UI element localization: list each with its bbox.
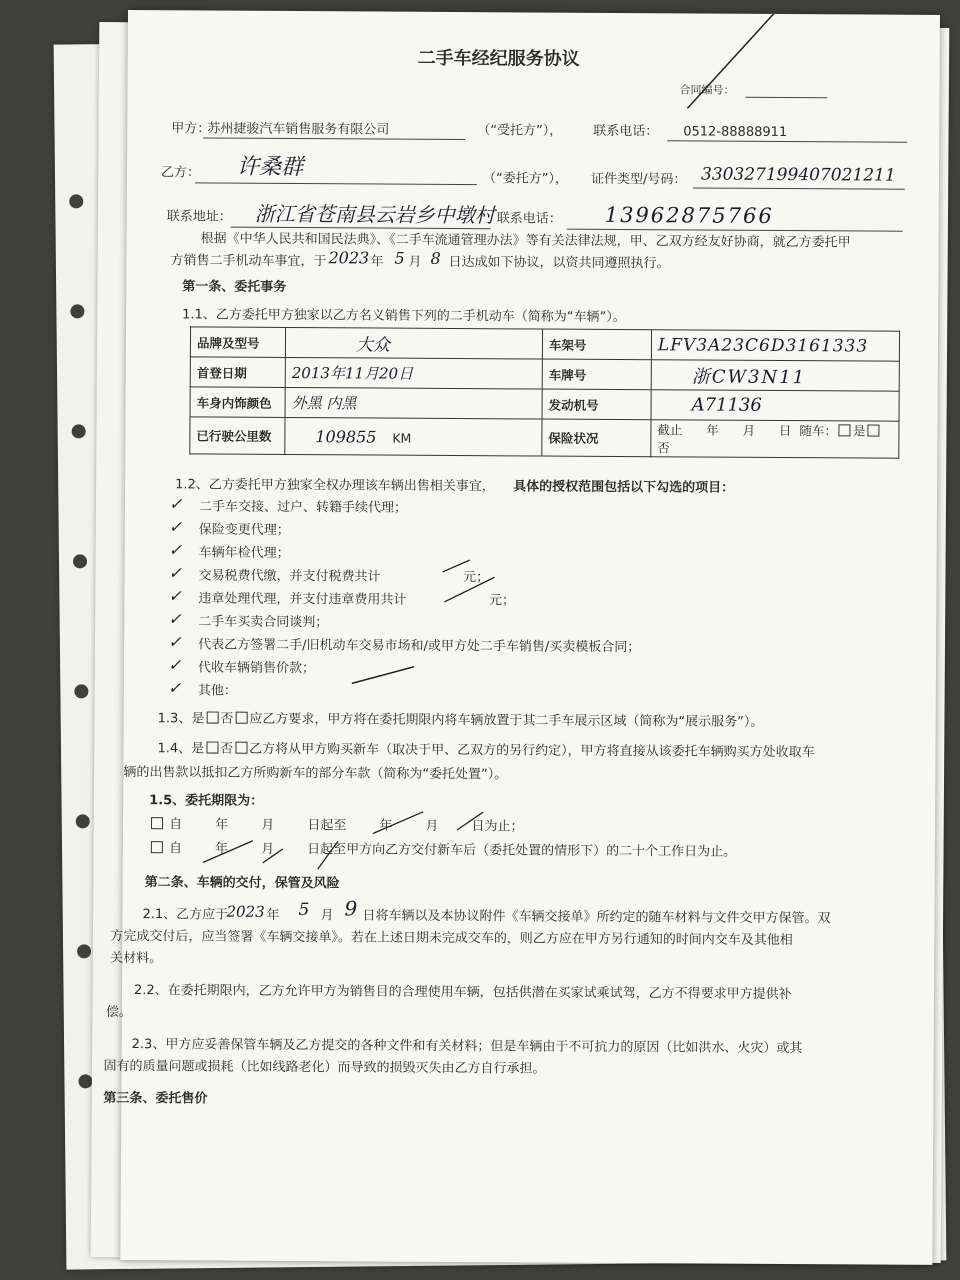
term-option-1-text: 自 年 月 日起至 年 月 日为止； — [169, 817, 524, 835]
color-label: 车身内饰颜色 — [190, 387, 285, 418]
auth-item: 保险变更代理； — [198, 522, 290, 538]
party-b-name: 许桑群 — [236, 154, 304, 181]
clause-1-1: 1.1、乙方委托甲方独家以乙方名义销售下列的二手机动车（简称为“车辆”）。 — [182, 307, 626, 326]
auth-item: 代表乙方签署二手/旧机动车交易市场和/或甲方处二手车销售/买卖模板合同； — [198, 637, 641, 656]
clause-2-3a: 2.3、甲方应妥善保管车辆及乙方提交的各种文件和有关材料；但是车辆由于不可抗力的原因（比如洪水、火灾）或其 — [131, 1037, 803, 1057]
auth-item: 违章处理代理，并支付违章费用共计 元； — [198, 591, 516, 609]
first-reg-value: 2013年11月20日 — [285, 357, 542, 389]
party-b-addr: 浙江省苍南县云岩乡中墩村 — [254, 201, 495, 228]
first-reg-label: 首登日期 — [190, 357, 285, 388]
clause-1-2b: 具体的授权范围包括以下勾选的项目： — [513, 479, 735, 496]
clause-2-1-month-unit: 月 — [320, 908, 334, 924]
frame-value: LFV3A23C6D3161333 — [651, 330, 899, 362]
section-2-heading: 第二条、车辆的交付，保管及风险 — [144, 875, 340, 892]
frame-label: 车架号 — [542, 329, 651, 360]
insurance-no-label: 否 — [657, 440, 670, 456]
clause-2-1-year: 2023 — [226, 902, 265, 921]
clause-2-1-year-unit: 年 — [266, 907, 280, 923]
contract-no-label: 合同编号： — [679, 83, 735, 97]
intro-month-unit: 月 — [408, 254, 422, 270]
clause-1-3-no-label: 否 — [220, 711, 234, 727]
party-a-name: 苏州捷骏汽车销售服务有限公司 — [207, 121, 390, 138]
check-mark-6: ✓ — [168, 609, 182, 629]
color-value: 外黑 内黑 — [285, 387, 542, 419]
insurance-text: 截止 年 月 日 随车： — [657, 422, 837, 439]
plate-value: 浙CW3N11 — [651, 360, 899, 392]
section-3-heading: 第三条、委托售价 — [103, 1090, 208, 1107]
section-1-heading: 第一条、委托事务 — [182, 279, 287, 295]
plate-label: 车牌号 — [542, 359, 651, 390]
clause-2-2b: 偿。 — [105, 1004, 132, 1021]
check-mark-4: ✓ — [168, 563, 183, 583]
clause-2-1c: 方完成交付后，应当签署《车辆交接单》。若在上述日期未完成交车的，则乙方应在甲方另行通知的时间内交车及其他相 — [110, 928, 793, 949]
engine-value: A71136 — [651, 390, 899, 422]
party-b-phone: 13962875766 — [604, 202, 774, 228]
intro-line-2b: 日达成如下协议，以资共同遵照执行。 — [448, 254, 670, 272]
clause-1-4-yes-label: 1.4、是 — [157, 741, 205, 757]
term-option-2-text: 自 年 月 日起至甲方向乙方交付新车后（委托处置的情形下）的二十个工作日为止。 — [168, 841, 737, 860]
auth-item: 其他： — [197, 683, 237, 699]
pen-strokes — [120, 10, 940, 1265]
clause-1-2a: 1.2、乙方委托甲方独家全权办理该车辆出售相关事宜， — [175, 477, 495, 495]
clause-2-1b: 日将车辆以及本协议附件《车辆交接单》所约定的随车材料与文件交甲方保管。双 — [362, 908, 831, 927]
intro-line-2a: 方销售二手机动车事宜，于 — [170, 253, 327, 270]
insurance-label: 保险状况 — [542, 419, 651, 457]
mileage-label: 已行驶公里数 — [190, 417, 285, 455]
mileage-unit: KM — [392, 430, 412, 446]
check-mark-3: ✓ — [168, 540, 183, 560]
party-b-addr-label: 联系地址： — [166, 209, 232, 225]
party-a-label: 甲方： — [171, 121, 211, 137]
intro-line-1: 根据《中华人民共和国民法典》、《二手车流通管理办法》等有关法律法规，甲、乙双方经友好协商，就乙方委托甲 — [200, 231, 851, 251]
clause-1-5: 1.5、委托期限为： — [149, 793, 264, 809]
check-mark-5: ✓ — [168, 586, 182, 606]
party-b-label: 乙方： — [160, 165, 201, 181]
party-a-phone-label: 联系电话： — [593, 123, 659, 140]
clause-2-1-month: 5 — [298, 900, 310, 921]
auth-item: 车辆年检代理； — [198, 545, 290, 561]
clause-2-1d: 关材料。 — [110, 950, 163, 967]
clause-2-1-day: 9 — [344, 896, 358, 921]
clause-2-1a: 2.1、乙方应于 — [142, 907, 229, 923]
party-b-role: （“委托方”）， — [482, 171, 569, 187]
clause-1-4-line-2: 辆的出售款以抵扣乙方所购新车的部分车款（简称为“委托处置”）。 — [123, 764, 508, 783]
mileage-value: 109855 — [315, 426, 377, 447]
brand-value: 大众 — [285, 327, 542, 359]
contract-page — [103, 10, 940, 1265]
insurance-yes-label: 是 — [852, 423, 866, 439]
check-mark-9: ✓ — [167, 678, 182, 698]
clause-1-3-yes-label: 1.3、是 — [157, 711, 205, 727]
intro-year-unit: 年 — [370, 254, 384, 270]
party-b-phone-label: 联系电话： — [496, 211, 562, 227]
auth-item: 二手车买卖合同谈判； — [198, 614, 329, 631]
auth-item: 二手车交接、过户、转籍手续代理； — [198, 499, 408, 516]
clause-1-3-text: 应乙方要求，甲方将在委托期限内将车辆放置于其二手车展示区域（简称为“展示服务”）。 — [249, 711, 764, 730]
engine-label: 发动机号 — [542, 389, 651, 420]
check-mark-7: ✓ — [168, 632, 182, 652]
intro-month: 5 — [394, 248, 405, 268]
clause-2-3b: 固有的质量问题或损耗（比如线路老化）而导致的损毁灭失由乙方自行承担。 — [103, 1058, 546, 1077]
document-title: 二手车经纪服务协议 — [417, 47, 580, 70]
party-a-role: （“受托方”）， — [477, 123, 563, 139]
check-mark-1: ✓ — [168, 494, 183, 514]
party-b-id-label: 证件类型/号码： — [590, 171, 687, 188]
clause-1-4-text: 乙方将从甲方购买新车（取决于甲、乙双方的另行约定），甲方将直接从该委托车辆购买方处收取车 — [249, 741, 815, 761]
intro-day: 8 — [430, 248, 441, 268]
check-mark-2: ✓ — [168, 517, 183, 537]
party-a-phone: 0512-88888911 — [683, 124, 788, 141]
brand-label: 品牌及型号 — [190, 327, 285, 358]
check-mark-8: ✓ — [167, 655, 182, 675]
party-b-id-no: 330327199407021211 — [700, 164, 896, 186]
clause-2-2a: 2.2、在委托期限内，乙方允许甲方为销售目的合理使用车辆，包括供潜在买家试乘试驾，乙方不得要求甲方提供补 — [133, 983, 792, 1003]
clause-1-4-no-label: 否 — [220, 741, 234, 757]
intro-year: 2023 — [328, 248, 370, 268]
auth-item: 交易税费代缴，并支付税费共计 元； — [198, 568, 490, 586]
auth-item: 代收车辆销售价款； — [197, 660, 316, 677]
